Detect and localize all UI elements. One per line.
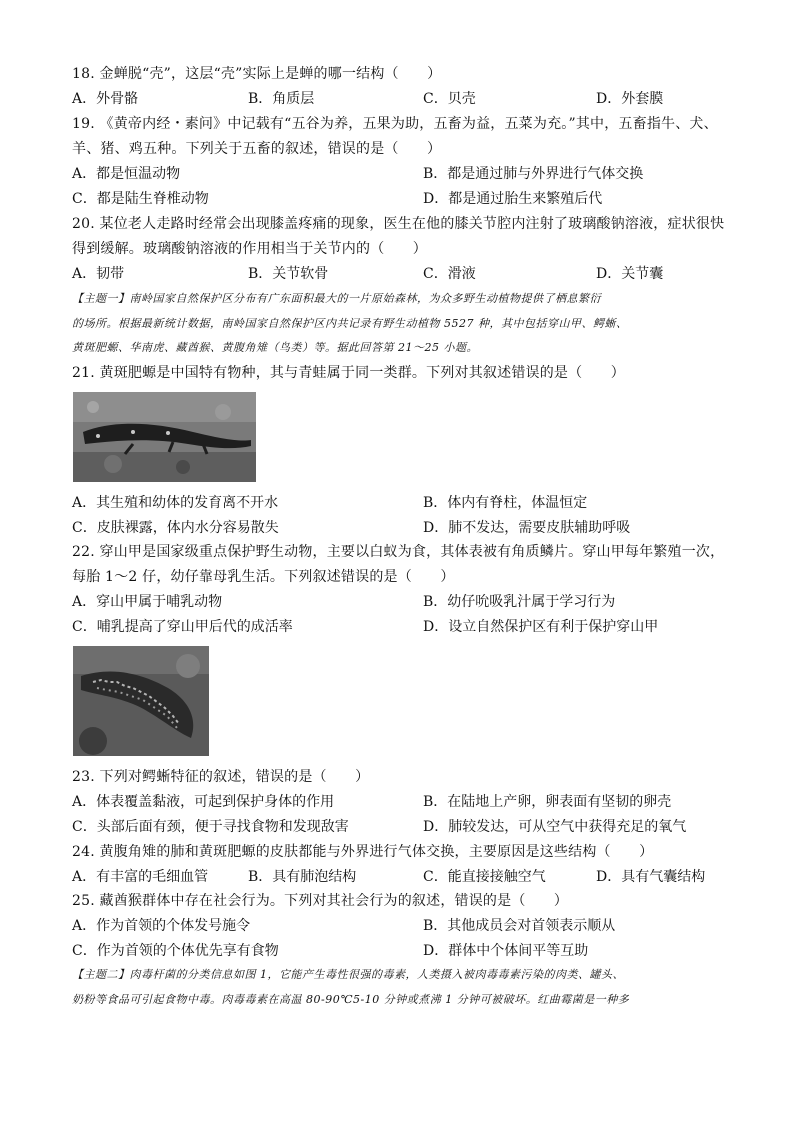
q19-option-c: C．都是陆生脊椎动物 bbox=[72, 191, 209, 207]
q22-option-b: B．幼仔吮吸乳汁属于学习行为 bbox=[423, 594, 616, 610]
q19-option-d: D．都是通过胎生来繁殖后代 bbox=[423, 191, 603, 207]
q24-option-a: A．有丰富的毛细血管 bbox=[72, 869, 209, 885]
q20-stem-line1: 20. 某位老人走路时经常会出现膝盖疼痛的现象，医生在他的膝关节腔内注射了玻璃酸钠溶液，症状很快 bbox=[72, 216, 725, 232]
q18-stem: 18. 金蝉脱“壳”，这层“壳”实际上是蝉的哪一结构（ ） bbox=[72, 66, 442, 82]
q20-stem-line2: 得到缓解。玻璃酸钠溶液的作用相当于关节内的（ ） bbox=[72, 241, 427, 257]
q25-option-d: D．群体中个体间平等互助 bbox=[423, 943, 589, 959]
q19-stem-line1: 19. 《黄帝内经・素问》中记载有“五谷为养，五果为助，五畜为益，五菜为充。”其中，五畜指牛、犬、 bbox=[72, 116, 718, 132]
q20-option-c: C．滑液 bbox=[423, 266, 476, 282]
q22-stem-line1: 22. 穿山甲是国家级重点保护野生动物，主要以白蚁为食，其体表被有角质鳞片。穿山甲每年繁殖一次， bbox=[72, 544, 725, 560]
q22-stem-line2: 每胎 1～2 仔，幼仔靠母乳生活。下列叙述错误的是（ ） bbox=[72, 569, 455, 585]
q24-stem: 24. 黄腹角雉的肺和黄斑肥螈的皮肤都能与外界进行气体交换，主要原因是这些结构（ ） bbox=[72, 844, 654, 860]
q18-option-c: C．贝壳 bbox=[423, 91, 476, 107]
q19-stem-line2: 羊、猪、鸡五种。下列关于五畜的叙述，错误的是（ ） bbox=[72, 141, 442, 157]
q22-option-a: A．穿山甲属于哺乳动物 bbox=[72, 594, 223, 610]
q18-option-b: B．角质层 bbox=[248, 91, 315, 107]
q25-option-c: C．作为首领的个体优先享有食物 bbox=[72, 943, 279, 959]
q20-option-b: B．关节软骨 bbox=[248, 266, 329, 282]
q23-stem: 23. 下列对鳄蜥特征的叙述，错误的是（ ） bbox=[72, 769, 370, 785]
q21-option-a: A．其生殖和幼体的发育离不开水 bbox=[72, 495, 279, 511]
q22-option-c: C．哺乳提高了穿山甲后代的成活率 bbox=[72, 619, 293, 635]
q24-option-b: B．具有肺泡结构 bbox=[248, 869, 357, 885]
q21-option-c: C．皮肤裸露，体内水分容易散失 bbox=[72, 520, 279, 536]
q23-option-d: D．肺较发达，可从空气中获得充足的氧气 bbox=[423, 819, 687, 835]
q23-option-c: C．头部后面有颈，便于寻找食物和发现敌害 bbox=[72, 819, 349, 835]
theme2-line2: 奶粉等食品可引起食物中毒。肉毒毒素在高温 80-90℃5-10 分钟或煮沸 1 分钟可被破坏。红曲霉菌是一种多 bbox=[72, 993, 630, 1006]
q25-option-a: A．作为首领的个体发号施令 bbox=[72, 918, 251, 934]
q25-option-b: B．其他成员会对首领表示顺从 bbox=[423, 918, 616, 934]
q18-option-d: D．外套膜 bbox=[596, 91, 664, 107]
q23-option-b: B．在陆地上产卵，卵表面有坚韧的卵壳 bbox=[423, 794, 672, 810]
theme1-line3: 黄斑肥螈、华南虎、藏酋猴、黄腹角雉（鸟类）等。据此回答第 21～25 小题。 bbox=[72, 341, 478, 354]
q23-option-a: A．体表覆盖黏液，可起到保护身体的作用 bbox=[72, 794, 335, 810]
q21-option-b: B．体内有脊柱，体温恒定 bbox=[423, 495, 588, 511]
q25-stem: 25. 藏酋猴群体中存在社会行为。下列对其社会行为的叙述，错误的是（ ） bbox=[72, 893, 569, 909]
q24-option-d: D．具有气囊结构 bbox=[596, 869, 706, 885]
q24-option-c: C．能直接接触空气 bbox=[423, 869, 546, 885]
q19-option-a: A．都是恒温动物 bbox=[72, 166, 181, 182]
q20-option-d: D．关节囊 bbox=[596, 266, 664, 282]
salamander-photo bbox=[73, 392, 256, 482]
q19-option-b: B．都是通过肺与外界进行气体交换 bbox=[423, 166, 644, 182]
q20-option-a: A．韧带 bbox=[72, 266, 125, 282]
q18-option-a: A．外骨骼 bbox=[72, 91, 139, 107]
theme1-line2: 的场所。根据最新统计数据，南岭国家自然保护区内共记录有野生动植物 5527 种，其中包括穿山甲、鳄蜥、 bbox=[72, 317, 628, 330]
theme1-line1: 【主题一】南岭国家自然保护区分布有广东面积最大的一片原始森林，为众多野生动植物提供了栖息繁衍 bbox=[72, 292, 601, 305]
q21-option-d: D．肺不发达，需要皮肤辅助呼吸 bbox=[423, 520, 631, 536]
q21-stem: 21. 黄斑肥螈是中国特有物种，其与青蛙属于同一类群。下列对其叙述错误的是（ ） bbox=[72, 365, 625, 381]
theme2-line1: 【主题二】肉毒杆菌的分类信息如图 1，它能产生毒性很强的毒素，人类摄入被肉毒毒素污染的肉类、罐头、 bbox=[72, 968, 624, 981]
q22-option-d: D．设立自然保护区有利于保护穿山甲 bbox=[423, 619, 659, 635]
crocodile-lizard-photo bbox=[73, 646, 209, 756]
